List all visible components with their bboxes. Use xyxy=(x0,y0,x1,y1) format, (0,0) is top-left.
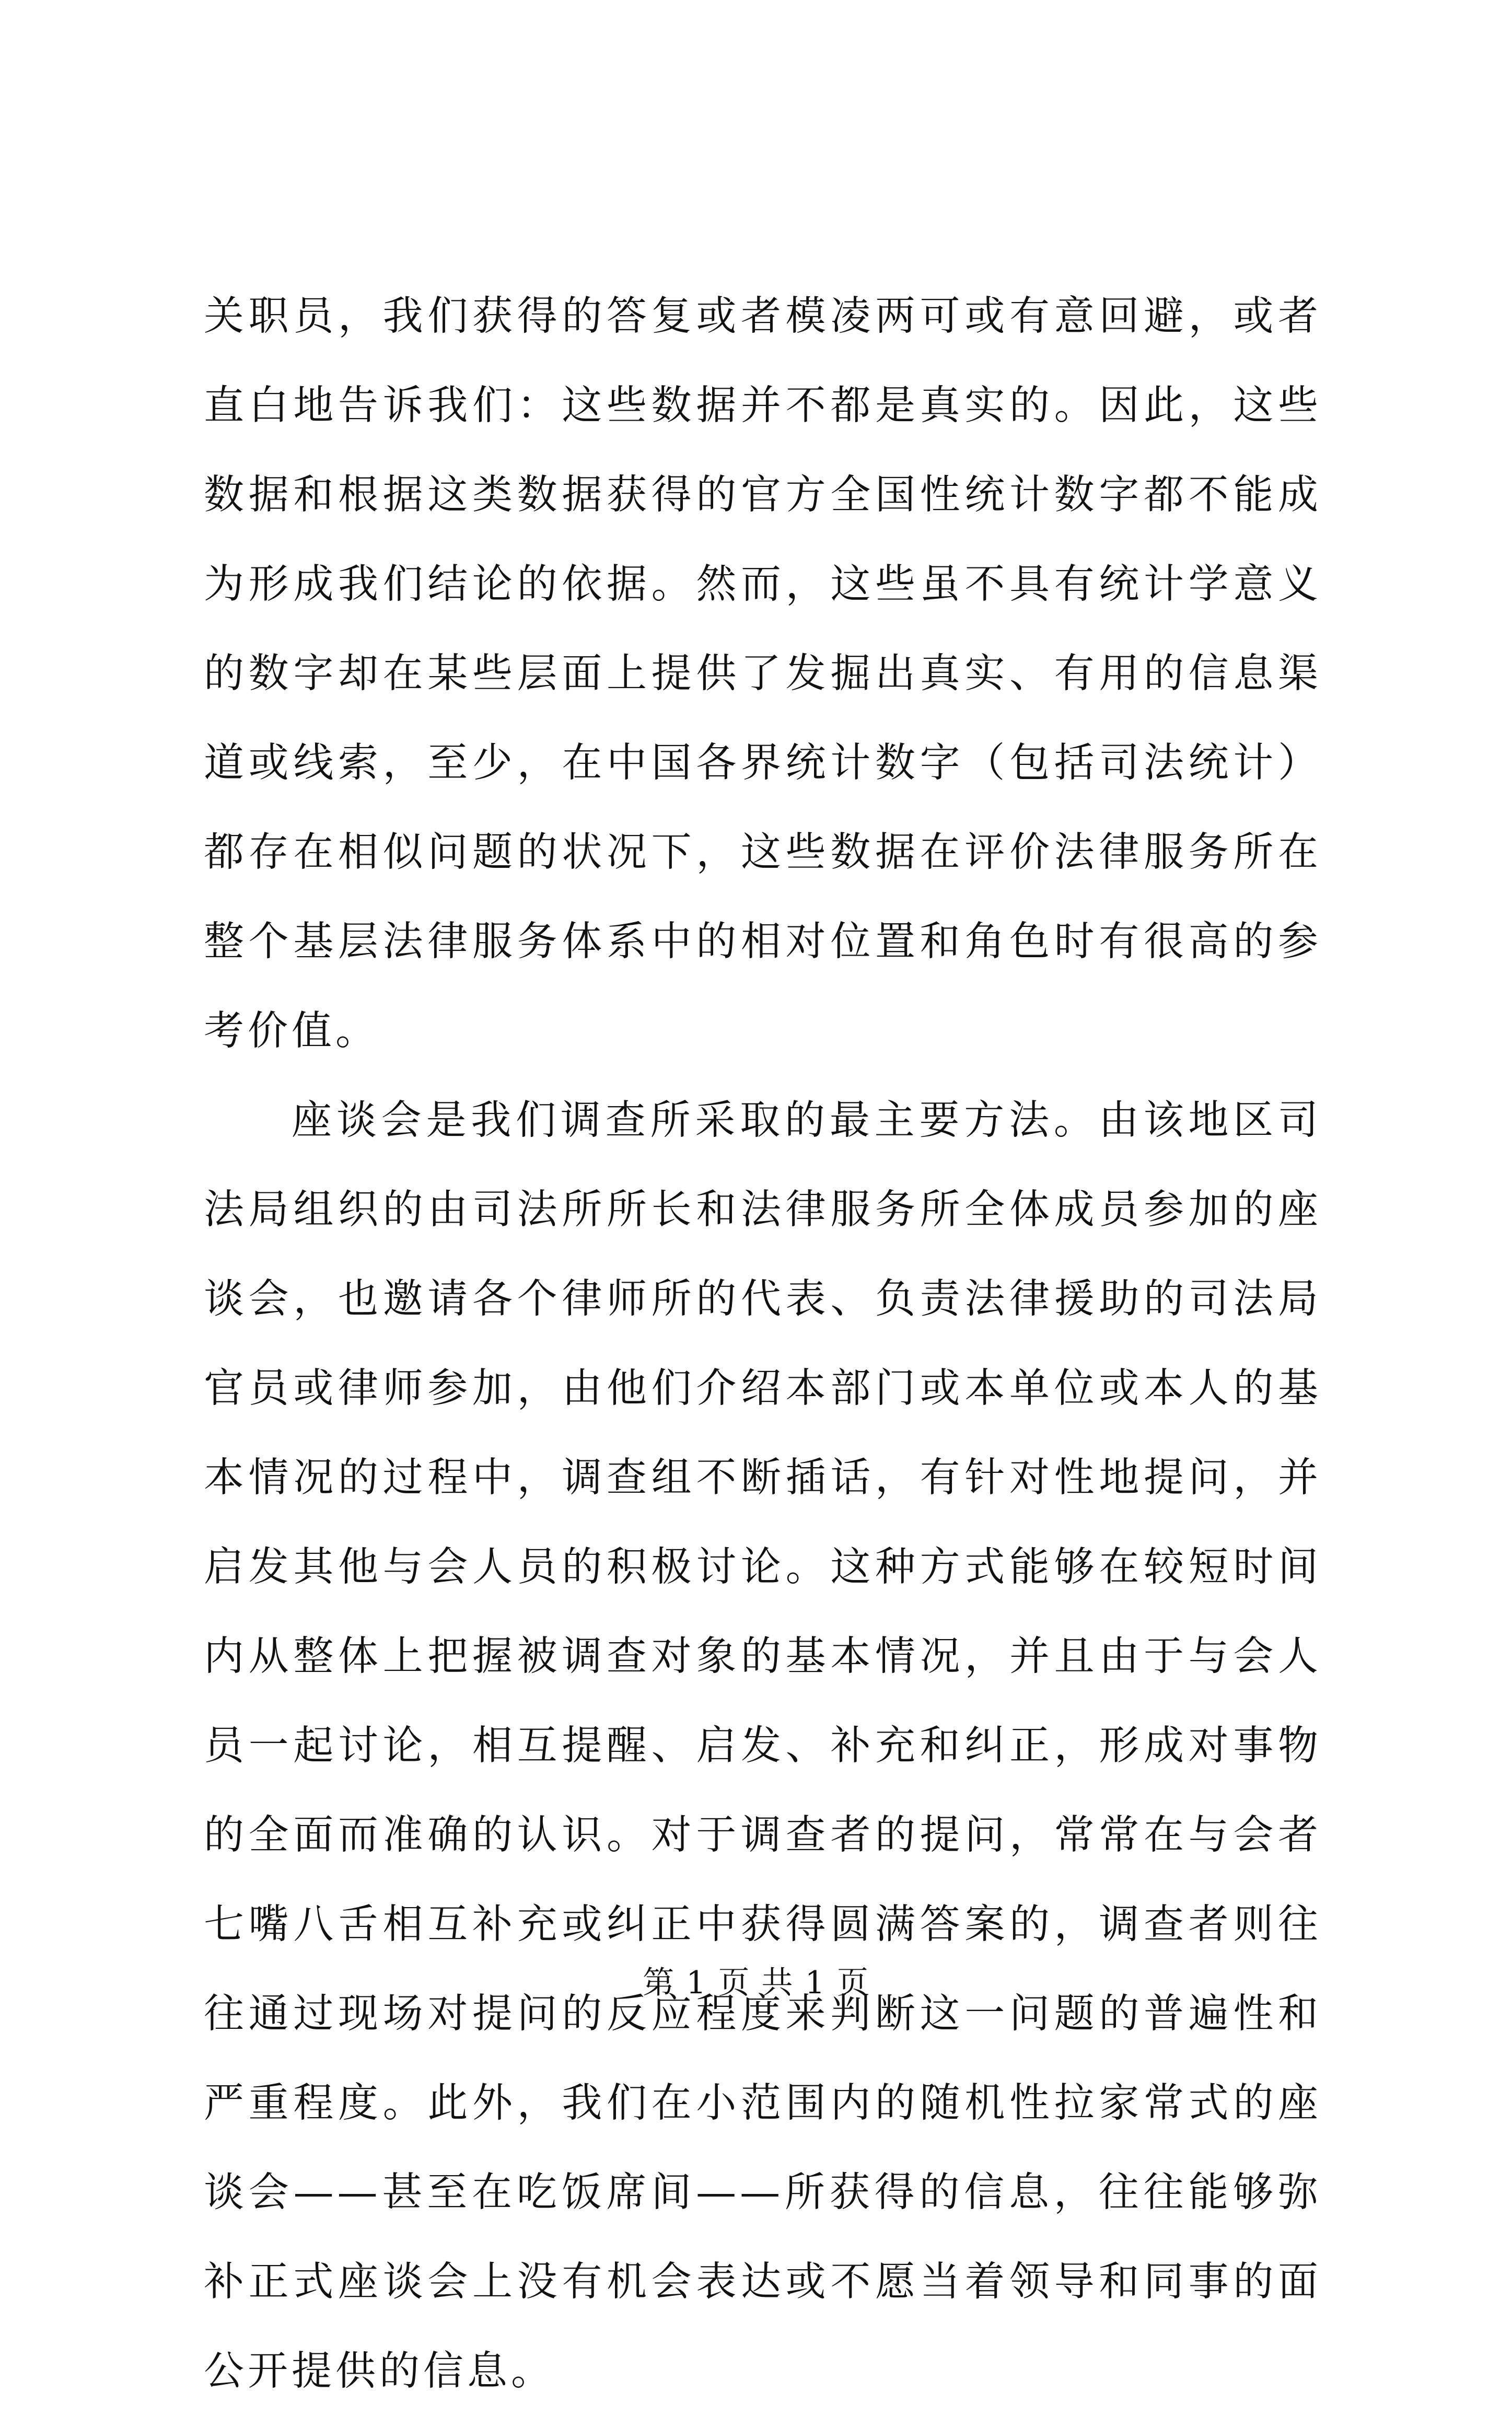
paragraph-continued: 关职员，我们获得的答复或者模凌两可或有意回避，或者直白地告诉我们：这些数据并不都是真实的。因此，这些数据和根据这类数据获得的官方全国性统计数字都不能成为形成我们结论的依据。然而，这些虽不具有统计学意义的数字却在某些层面上提供了发掘出真实、有用的信息渠道或线索，至少，在中国各界统计数字（包括司法统计）都存在相似问题的状况下，这些数据在评价法律服务所在整个基层法律服务体系中的相对位置和角色时有很高的参考价值。 xyxy=(204,293,1322,1054)
page-footer: 第 1 页 共 1 页 xyxy=(643,1965,869,2001)
paragraph-symposium-method: 座谈会是我们调查所采取的最主要方法。由该地区司法局组织的由司法所所长和法律服务所全体成员参加的座谈会，也邀请各个律师所的代表、负责法律援助的司法局官员或律师参加，由他们介绍本部门或本单位或本人的基本情况的过程中，调查组不断插话，有针对性地提问，并启发其他与会人员的积极讨论。这种方式能够在较短时间内从整体上把握被调查对象的基本情况，并且由于与会人员一起讨论，相互提醒、启发、补充和纠正，形成对事物的全面而准确的认识。对于调查者的提问，常常在与会者七嘴八舌相互补充或纠正中获得圆满答案的，调查者则往往通过现场对提问的反应程度来判断这一问题的普遍性和严重程度。此外，我们在小范围内的随机性拉家常式的座谈会——甚至在吃饭席间——所获得的信息，往往能够弥补正式座谈会上没有机会表达或不愿当着领导和同事的面公开提供的信息。 xyxy=(204,1097,1322,2395)
body-text xyxy=(204,272,1322,2416)
